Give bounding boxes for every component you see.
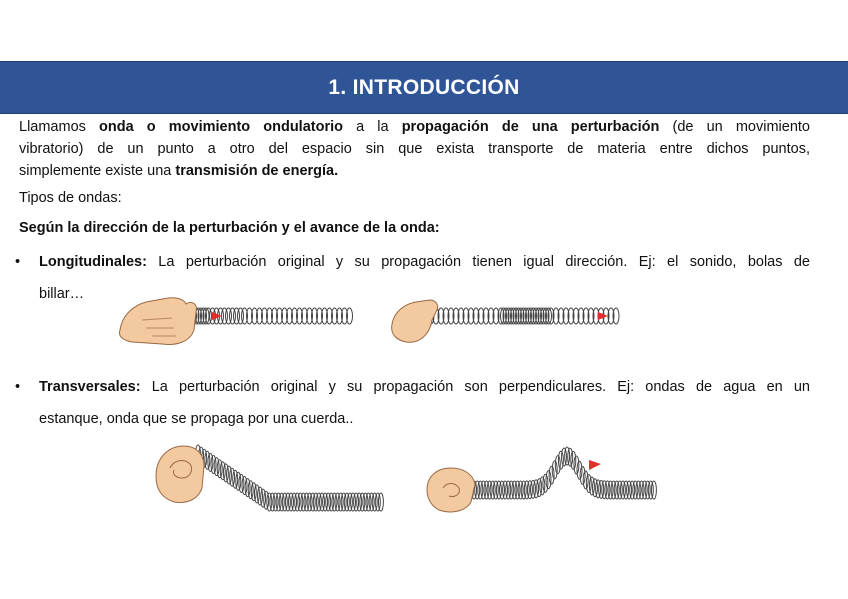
spring-coil [335, 493, 340, 511]
hand-icon [427, 468, 475, 512]
spring-coil [571, 451, 576, 469]
transversal-line-2: estanque, onda que se propaga por una cuerda.. [39, 411, 354, 427]
transversal-definition: La perturbación original y su propagación son perpendiculares. Ej: ondas de agua en un [140, 379, 810, 395]
spring-coil [577, 461, 582, 479]
spring-coil [512, 481, 517, 499]
spring-coil [366, 493, 371, 511]
spring-coils [423, 308, 619, 324]
spring-coil [487, 481, 492, 499]
spring-coil [372, 493, 377, 511]
spring-coil [624, 481, 629, 499]
spring-coil [503, 481, 508, 499]
spring-coil [639, 481, 644, 499]
intro-line-3-text: simplemente existe una [19, 163, 176, 179]
spring-coil [313, 493, 318, 511]
hand-icon [156, 446, 204, 502]
spring-coil [304, 493, 309, 511]
spring-coil [546, 471, 551, 489]
spring-coil [320, 493, 325, 511]
spring-coil [574, 456, 579, 474]
spring-coil [620, 481, 625, 499]
spring-coil [292, 493, 297, 511]
spring-coil [323, 493, 328, 511]
spring-coil [599, 480, 604, 498]
spring-coil [617, 481, 622, 499]
bullet-marker: • [15, 254, 21, 270]
spring-coil [614, 481, 619, 499]
spring-coil [527, 481, 532, 499]
types-heading: Tipos de ondas: [19, 190, 122, 206]
spring-coil [282, 493, 287, 511]
transversal-term: Transversales: [39, 379, 141, 395]
spring-coil [301, 493, 306, 511]
transversal-line-1 [39, 371, 810, 403]
spring-coil [375, 493, 380, 511]
intro-text: a la [342, 119, 402, 135]
spring-coil [630, 481, 635, 499]
bullet-transversal-text [39, 371, 810, 435]
spring-coil [347, 493, 352, 511]
transversal-spring-illustration-2 [425, 440, 660, 522]
spring-coil [493, 481, 498, 499]
arrow-right-icon [589, 460, 601, 470]
spring-coil [524, 481, 529, 499]
spring-coil [378, 493, 383, 511]
longitudinal-spring-illustration-1 [112, 290, 362, 348]
spring-coil [627, 481, 632, 499]
spring-coil [602, 481, 607, 499]
spring-coil [596, 480, 601, 498]
spring-coil [332, 493, 337, 511]
intro-bold-term: propagación de una perturbación [401, 119, 660, 135]
spring-coil [357, 493, 362, 511]
bullet-marker: • [15, 379, 21, 395]
spring-coil [360, 493, 365, 511]
page-title: 1. INTRODUCCIÓN [328, 75, 520, 99]
spring-coil [363, 493, 368, 511]
spring-coil [636, 481, 641, 499]
longitudinal-definition: La perturbación original y su propagación tienen igual dirección. Ej: el sonido, bolas de [146, 254, 810, 270]
spring-coil [611, 481, 616, 499]
spring-coil [608, 481, 613, 499]
title-banner [0, 61, 848, 114]
spring-coil [369, 493, 374, 511]
spring-coil [605, 481, 610, 499]
spring-coil [279, 493, 284, 511]
longitudinal-spring-illustration-2 [390, 290, 625, 348]
spring-coil [531, 480, 536, 498]
spring-coil [651, 481, 656, 499]
spring-coil [509, 481, 514, 499]
spring-coil [285, 493, 290, 511]
arrow-right-icon [212, 312, 222, 320]
intro-paragraph [19, 116, 810, 182]
spring-coil [484, 481, 489, 499]
spring-coil [270, 493, 275, 511]
spring-coil [583, 471, 588, 489]
spring-coil [273, 493, 278, 511]
spring-coil [558, 451, 563, 469]
spring-coil [475, 481, 480, 499]
spring-coil [555, 456, 560, 474]
longitudinal-term: Longitudinales: [39, 254, 147, 270]
hand-icon [392, 300, 438, 342]
spring-coil [568, 448, 573, 466]
spring-coil [276, 493, 281, 511]
spring-coil [518, 481, 523, 499]
spring-coil [552, 461, 557, 479]
hand-icon [120, 298, 197, 345]
intro-bold-term: onda o movimiento ondulatorio [99, 119, 343, 135]
intro-line-3 [19, 160, 810, 182]
spring-coil [648, 481, 653, 499]
spring-coil [338, 493, 343, 511]
spring-coil [586, 474, 591, 492]
spring-coil [490, 481, 495, 499]
spring-coil [478, 481, 483, 499]
spring-coil [326, 493, 331, 511]
spring-coil [580, 466, 585, 484]
spring-coil [354, 493, 359, 511]
spring-coil [295, 493, 300, 511]
spring-coil [515, 481, 520, 499]
spring-coil [642, 481, 647, 499]
spring-coil [329, 493, 334, 511]
spring-coil [267, 493, 272, 511]
spring-coil [543, 474, 548, 492]
spring-coil [500, 481, 505, 499]
spring-coil [549, 466, 554, 484]
spring-coil [344, 493, 349, 511]
spring-coil [298, 493, 303, 511]
spring-coil [341, 493, 346, 511]
spring-coil [316, 493, 321, 511]
longitudinal-line-1 [39, 246, 810, 278]
spring-coil [506, 481, 511, 499]
spring-coil [481, 481, 486, 499]
spring-coil [289, 493, 294, 511]
spring-coil [540, 477, 545, 495]
spring-coil [351, 493, 356, 511]
classification-heading: Según la dirección de la perturbación y el avance de la onda: [19, 220, 440, 236]
spring-coils [469, 447, 657, 499]
spring-coil [521, 481, 526, 499]
spring-coil [310, 493, 315, 511]
spring-coil [633, 481, 638, 499]
intro-text: (de un movimiento [659, 119, 810, 135]
spring-coils [196, 445, 384, 511]
intro-line-2: vibratorio) de un punto a otro del espacio sin que exista transporte de materia entre dichos puntos, [19, 141, 810, 157]
spring-coil [307, 493, 312, 511]
intro-line-3-bold: transmisión de energía. [175, 163, 339, 179]
intro-text: Llamamos [19, 119, 100, 135]
spring-coil [496, 481, 501, 499]
spring-coil [645, 481, 650, 499]
intro-line-1 [19, 116, 810, 138]
transversal-spring-illustration-1 [152, 440, 387, 522]
longitudinal-line-2: billar… [39, 286, 85, 302]
